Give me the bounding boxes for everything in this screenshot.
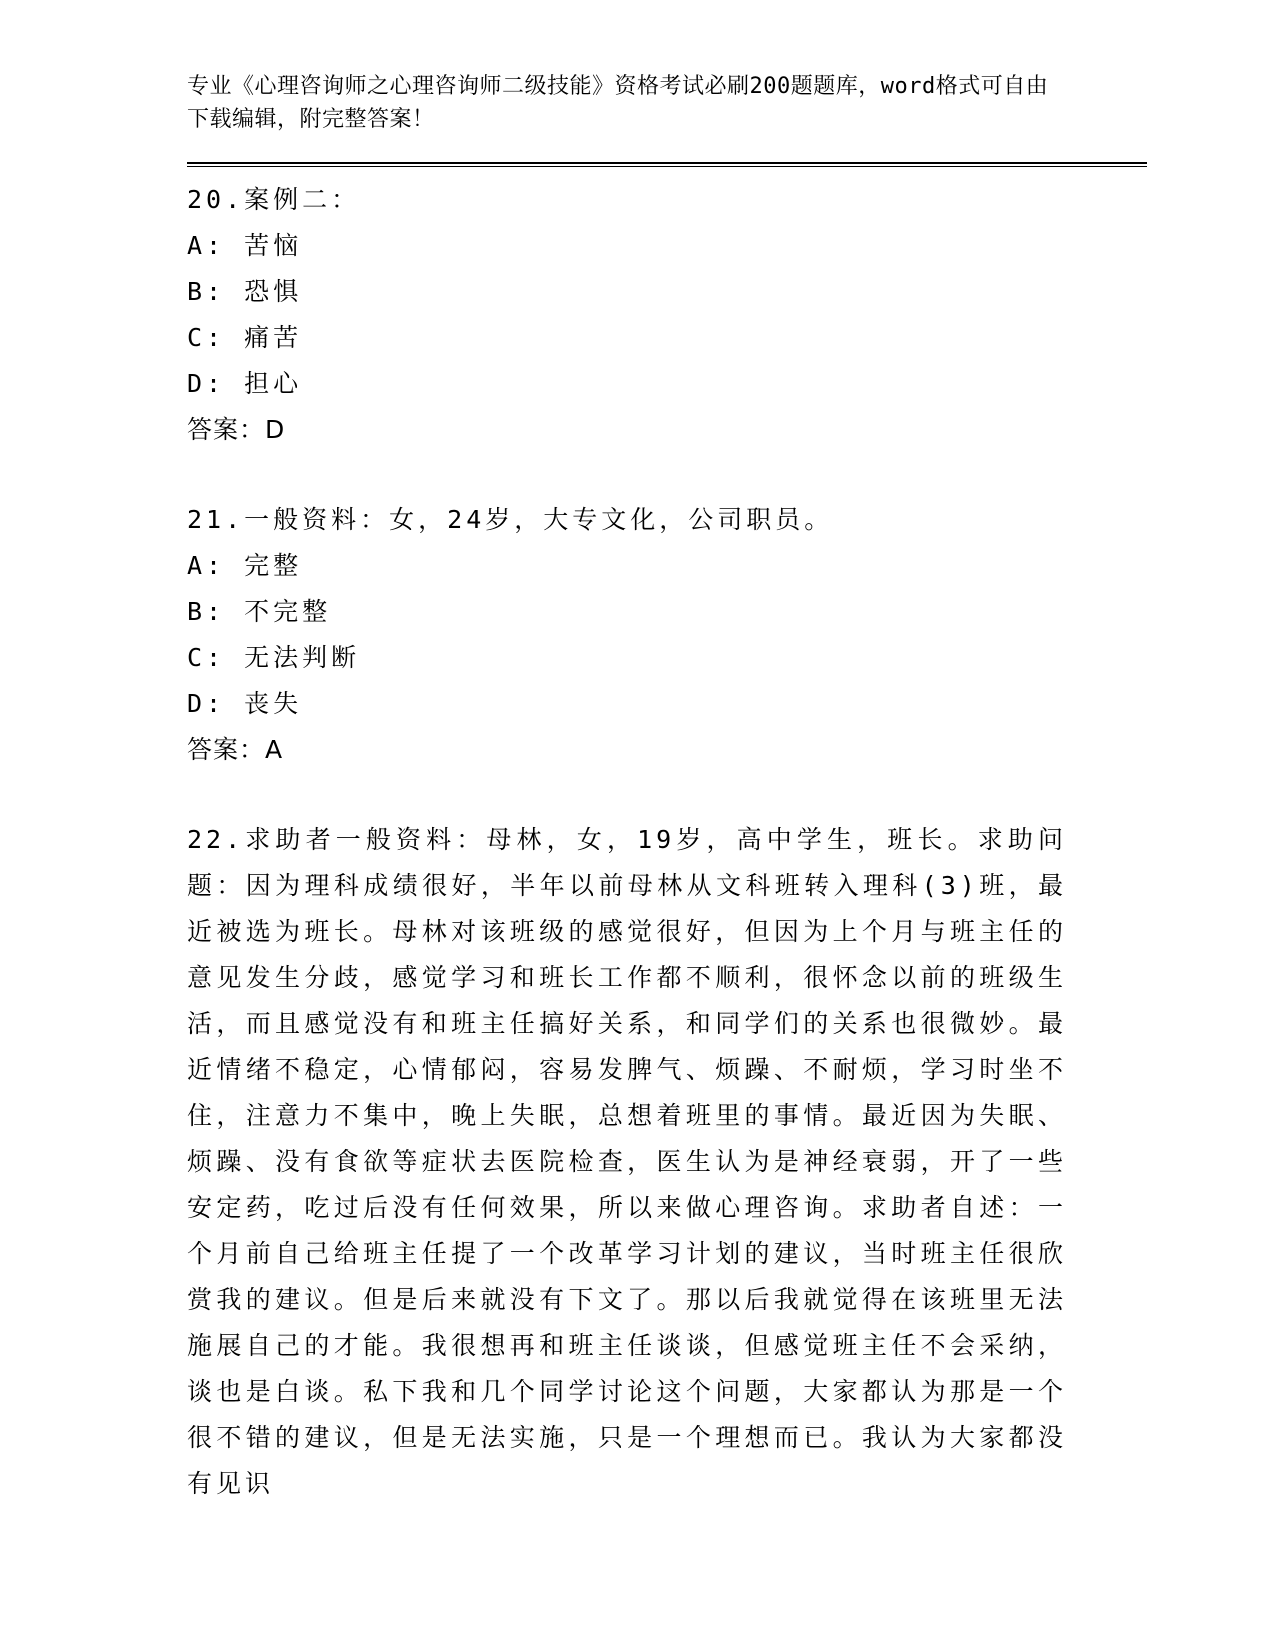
header-divider	[187, 162, 1147, 167]
option-a: A: 完整	[187, 551, 303, 580]
answer-line: 答案：D	[187, 415, 286, 444]
option-a: A: 苦恼	[187, 231, 303, 260]
document-header: 专业《心理咨询师之心理咨询师二级技能》资格考试必刷200题题库，word格式可自由下载编辑，附完整答案！	[187, 74, 1049, 132]
answer-line: 答案：A	[187, 735, 284, 764]
question-22	[187, 817, 1147, 1507]
question-20	[187, 177, 1147, 453]
option-d: D: 丧失	[187, 689, 303, 718]
spacer	[187, 773, 1147, 817]
spacer	[187, 453, 1147, 497]
question-stem: 22.求助者一般资料：母林，女，19岁，高中学生，班长。求助问题：因为理科成绩很好，半年以前母林从文科班转入理科(3)班，最近被选为班长。母林对该班级的感觉很好，但因为上个月与班主任的意见发生分歧，感觉学习和班长工作都不顺利，很怀念以前的班级生活，而且感觉没有和班主任搞好关系，和同学们的关系也很微妙。最近情绪不稳定，心情郁闷，容易发脾气、烦躁、不耐烦，学习时坐不住，注意力不集中，晚上失眠，总想着班里的事情。最近因为失眠、烦躁、没有食欲等症状去医院检查，医生认为是神经衰弱，开了一些安定药，吃过后没有任何效果，所以来做心理咨询。求助者自述：一个月前自己给班主任提了一个改革学习计划的建议，当时班主任很欣赏我的建议。但是后来就没有下文了。那以后我就觉得在该班里无法施展自己的才能。我很想再和班主任谈谈，但感觉班主任不会采纳，谈也是白谈。私下我和几个同学讨论这个问题，大家都认为那是一个很不错的建议，但是无法实施，只是一个理想而已。我认为大家都没有见识	[187, 825, 1067, 1498]
option-d: D: 担心	[187, 369, 303, 398]
option-c: C: 无法判断	[187, 643, 361, 672]
document-page	[187, 70, 1147, 1507]
question-stem: 20.案例二：	[187, 185, 361, 214]
option-b: B: 不完整	[187, 597, 332, 626]
question-stem: 21.一般资料：女，24岁，大专文化，公司职员。	[187, 505, 834, 534]
option-b: B: 恐惧	[187, 277, 303, 306]
question-21	[187, 497, 1147, 773]
option-c: C: 痛苦	[187, 323, 303, 352]
